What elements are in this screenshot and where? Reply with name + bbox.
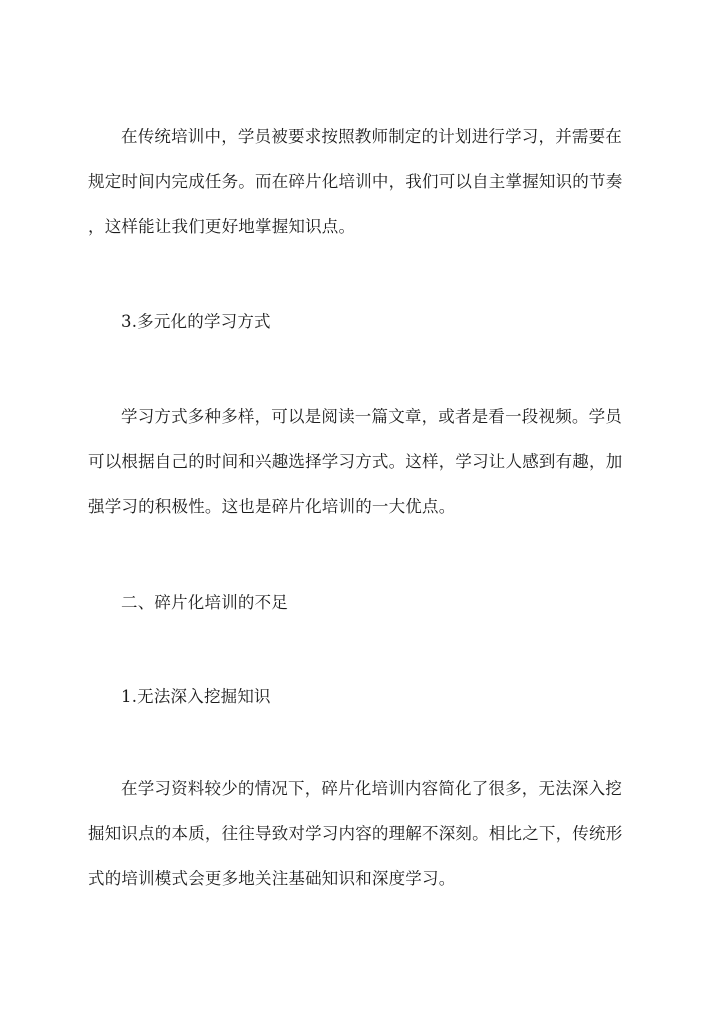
section-heading-shortcomings: 二、碎片化培训的不足	[121, 593, 288, 612]
paragraph-line: 学习方式多种多样，可以是阅读一篇文章，或者是看一段视频。学员	[121, 407, 622, 426]
paragraph-line: 式的培训模式会更多地关注基础知识和深度学习。	[88, 869, 456, 888]
paragraph-line: 在学习资料较少的情况下，碎片化培训内容简化了很多，无法深入挖	[121, 779, 622, 798]
subheading-cannot-dig-deep: 1.无法深入挖掘知识	[121, 687, 271, 706]
paragraph-line: 强学习的积极性。这也是碎片化培训的一大优点。	[88, 497, 456, 516]
paragraph-learning-methods	[88, 394, 634, 529]
paragraph-limited-materials	[88, 766, 634, 901]
paragraph-line: 可以根据自己的时间和兴趣选择学习方式。这样，学习让人感到有趣，加	[88, 452, 623, 471]
subheading-diverse-learning: 3.多元化的学习方式	[121, 312, 271, 331]
paragraph-line: 掘知识点的本质，往往导致对学习内容的理解不深刻。相比之下，传统形	[88, 824, 623, 843]
paragraph-traditional-vs-fragmented	[88, 114, 634, 249]
paragraph-line: 规定时间内完成任务。而在碎片化培训中，我们可以自主掌握知识的节奏	[88, 172, 623, 191]
paragraph-line: ，这样能让我们更好地掌握知识点。	[88, 217, 356, 236]
paragraph-line: 在传统培训中，学员被要求按照教师制定的计划进行学习，并需要在	[121, 127, 622, 146]
